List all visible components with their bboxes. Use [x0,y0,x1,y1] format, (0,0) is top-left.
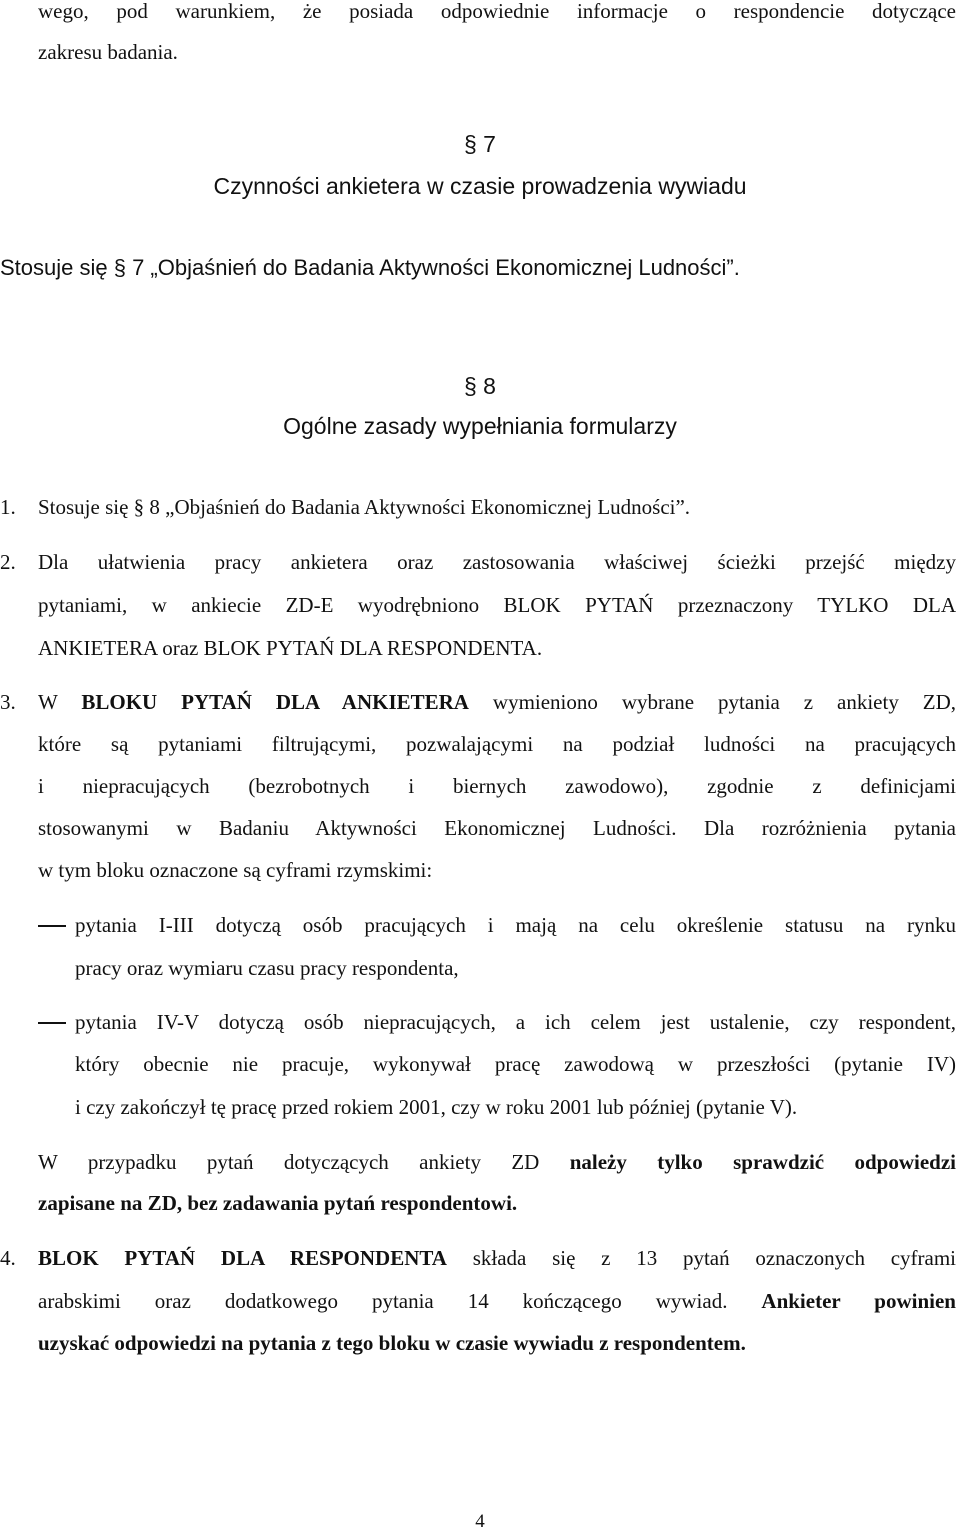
point-4-line-1-post: składa się z 13 pytań oznaczonych cyframi [446,1246,956,1270]
point-1-number: 1. [0,495,16,519]
note-bold-1: należy tylko sprawdzić odpowiedzi [569,1150,956,1174]
section-8-title: Ogólne zasady wypełniania formularzy [283,413,677,439]
point-4-block-name: BLOK PYTAŃ DLA RESPONDENTA [38,1246,447,1270]
point-3-number: 3. [0,690,16,714]
point-2-number: 2. [0,550,16,574]
section-8-number: § 8 [464,373,496,399]
bullet-2-line-1: pytania IV-V dotyczą osób niepracujących, a ich celem jest ustalenie, czy respondent, [75,1010,956,1034]
bullet-2-line-2: który obecnie nie pracuje, wykonywał pracę zawodową w przeszłości (pytanie IV) [75,1052,956,1076]
point-4-line-3-bold: uzyskać odpowiedzi na pytania z tego bloku w czasie wywiadu z respondentem. [38,1331,746,1355]
point-3-line-3: i niepracujących (bezrobotnych i biernych zawodowo), zgodnie z definicjami [38,774,956,798]
point-4-line-2 [38,1288,956,1314]
bullet-1-line-2: pracy oraz wymiaru czasu pracy respondenta, [75,956,459,980]
section-7-title: Czynności ankietera w czasie prowadzenia wywiadu [213,173,747,199]
bullet-1-line-1: pytania I-III dotyczą osób pracujących i mają na celu określenie statusu na rynku [75,913,956,937]
intro-line-2: zakresu badania. [38,40,178,64]
point-3-note-line-2 [38,1190,517,1216]
point-3-line-2: które są pytaniami filtrującymi, pozwalającymi na podział ludności na pracujących [38,732,956,756]
point-3-block-name: BLOKU PYTAŃ DLA ANKIETERA [81,690,469,714]
dash-bullet-1 [38,925,66,927]
dash-bullet-2 [38,1022,66,1024]
point-1-text: Stosuje się § 8 „Objaśnień do Badania Aktywności Ekonomicznej Ludności”. [38,495,691,519]
note-bold-2: zapisane na ZD, bez zadawania pytań respondentowi. [38,1191,518,1215]
point-3-line-1-post: wymieniono wybrane pytania z ankiety ZD, [468,690,956,714]
point-3-line-4: stosowanymi w Badaniu Aktywności Ekonomicznej Ludności. Dla rozróżnienia pytania [38,816,956,840]
point-3-note-line-1 [38,1149,956,1175]
point-2-line-1: Dla ułatwienia pracy ankietera oraz zastosowania właściwej ścieżki przejść między [38,550,956,574]
point-3-line-5: w tym bloku oznaczone są cyframi rzymskimi: [38,858,433,882]
section-7-body: Stosuje się § 7 „Objaśnień do Badania Aktywności Ekonomicznej Ludności”. [0,255,740,280]
point-3-line-1-pre: W [38,690,82,714]
point-4-line-1 [38,1245,956,1271]
point-4-line-2-bold: Ankieter powinien [761,1289,956,1313]
note-pre: W przypadku pytań dotyczących ankiety ZD [38,1150,570,1174]
point-2-line-2: pytaniami, w ankiecie ZD-E wyodrębniono BLOK PYTAŃ przeznaczony TYLKO DLA [38,593,956,617]
intro-line-1: wego, pod warunkiem, że posiada odpowiednie informacje o respondencie dotyczące [38,0,956,23]
point-3-line-1 [38,689,956,715]
page-number: 4 [475,1511,485,1532]
section-7-number: § 7 [464,131,496,157]
point-4-line-3 [38,1330,746,1356]
point-4-line-2-pre: arabskimi oraz dodatkowego pytania 14 kończącego wywiad. [38,1289,762,1313]
bullet-2-line-3: i czy zakończył tę pracę przed rokiem 2001, czy w roku 2001 lub później (pytanie V). [75,1095,798,1119]
point-4-number: 4. [0,1246,16,1270]
point-2-line-3: ANKIETERA oraz BLOK PYTAŃ DLA RESPONDENTA. [38,636,543,660]
